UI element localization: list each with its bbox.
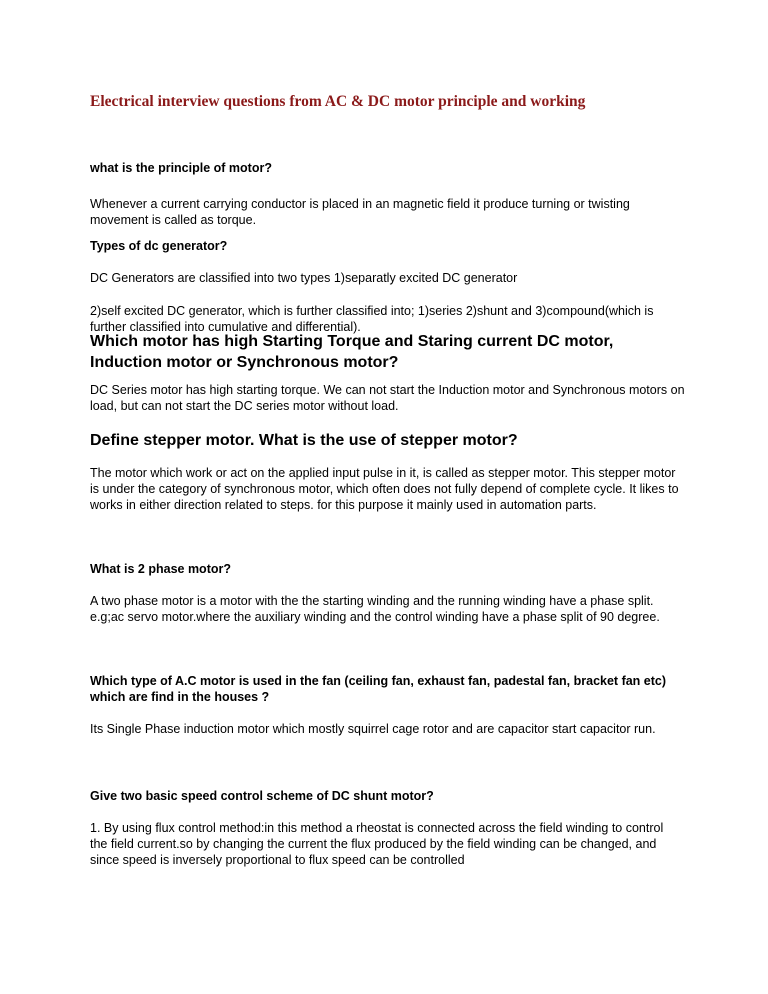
answer-self-excited-dc-generator: 2)self excited DC generator, which is further classified into; 1)series 2)shunt and 3)compound(which is further classified into cumulative and differential).: [90, 304, 654, 334]
answer-2-phase-motor: A two phase motor is a motor with the the starting winding and the running winding have a phase split. e.g;ac servo motor.where the auxiliary winding and the control winding have a phase split of 90 degree.: [90, 594, 660, 624]
question-dc-shunt-speed-control: Give two basic speed control scheme of DC shunt motor?: [90, 789, 434, 803]
question-principle-of-motor: what is the principle of motor?: [90, 161, 272, 175]
document-title: Electrical interview questions from AC & DC motor principle and working: [90, 93, 586, 110]
answer-principle-of-motor: Whenever a current carrying conductor is placed in an magnetic field it produce turning or twisting movement is called as torque.: [90, 197, 630, 227]
answer-fan-motor-type: Its Single Phase induction motor which mostly squirrel cage rotor and are capacitor start capacitor run.: [90, 722, 656, 736]
question-fan-motor-type: Which type of A.C motor is used in the fan (ceiling fan, exhaust fan, padestal fan, bracket fan etc) which are find in the houses ?: [90, 674, 667, 704]
question-2-phase-motor: What is 2 phase motor?: [90, 562, 231, 576]
answer-starting-torque: DC Series motor has high starting torque. We can not start the Induction motor and Synchronous motors on load, but can not start the DC series motor without load.: [90, 383, 685, 413]
heading-stepper-motor-question: Define stepper motor. What is the use of stepper motor?: [90, 432, 518, 449]
answer-flux-control-method: 1. By using flux control method:in this method a rheostat is connected across the field winding to control the field current.so by changing the current the flux produced by the field winding can be changed, and since speed is inversely proportional to flux speed can be controlled: [90, 821, 664, 867]
heading-starting-torque-question: Which motor has high Starting Torque and Staring current DC motor, Induction motor or Synchronous motor?: [90, 333, 614, 371]
question-types-of-dc-generator: Types of dc generator?: [90, 239, 228, 253]
answer-stepper-motor: The motor which work or act on the applied input pulse in it, is called as stepper motor. This stepper motor is under the category of synchronous motor, which often does not fully depend of complete cycle. It likes to works in either direction related to steps. for this purpose it mainly used in automation parts.: [90, 466, 679, 512]
answer-dc-generator-types: DC Generators are classified into two types 1)separatly excited DC generator: [90, 271, 518, 285]
